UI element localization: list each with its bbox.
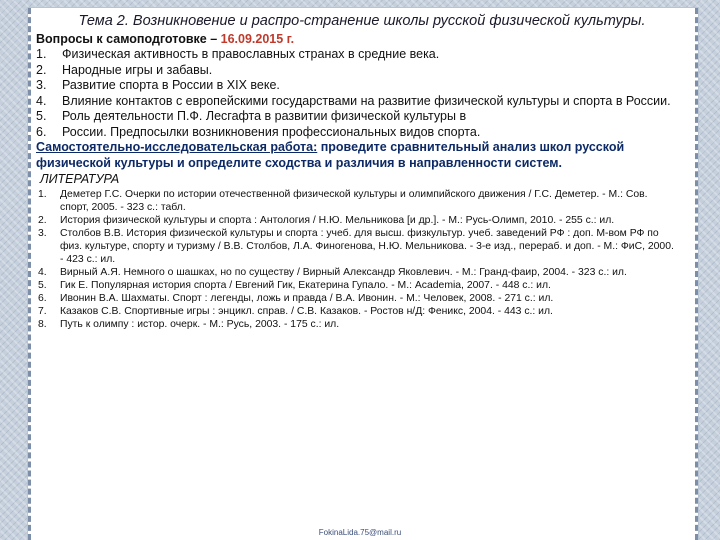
question-text: Народные игры и забавы.: [62, 62, 213, 77]
literature-number: 2.: [38, 215, 47, 226]
literature-list: [36, 188, 688, 331]
question-item: [36, 63, 688, 79]
question-number: 3.: [36, 78, 47, 92]
literature-text: Деметер Г.С. Очерки по истории отечественной физической культуры и олимпийского движения / Г.С. Деметер. - М.: Сов. спорт, 2005. - 323 с.: табл.: [60, 189, 648, 213]
literature-heading: ЛИТЕРАТУРА: [40, 172, 120, 186]
questions-heading: [36, 32, 688, 47]
literature-text: История физической культуры и спорта : Антология / Н.Ю. Мельникова [и др.]. - М.: Русь-Олимп, 2010. - 255 с.: ил.: [60, 215, 615, 226]
question-text: Роль деятельности П.Ф. Лесгафта в развитии физической культуры в: [62, 109, 467, 123]
question-item: [36, 47, 688, 63]
question-number: 4.: [36, 93, 47, 108]
question-text: Развитие спорта в России в XIX веке.: [62, 78, 280, 92]
literature-item: [36, 279, 688, 292]
slide-content: [36, 12, 688, 331]
literature-item: [36, 292, 688, 305]
literature-number: 4.: [38, 267, 47, 278]
question-item: [36, 78, 688, 94]
questions-list: [36, 47, 688, 140]
literature-number: 8.: [38, 319, 47, 330]
literature-number: 3.: [38, 228, 47, 239]
question-text: Физическая активность в православных странах в средние века.: [62, 47, 440, 61]
literature-number: 7.: [38, 306, 47, 317]
question-number: 6.: [36, 124, 47, 139]
question-item: [36, 109, 688, 125]
slide-title: Тема 2. Возникновение и распро-странение школы русской физической культуры.: [78, 13, 646, 29]
literature-item: [36, 266, 688, 279]
literature-text: Путь к олимпу : истор. очерк. - М.: Русь, 2003. - 175 с.: ил.: [60, 319, 340, 330]
research-task-label: Самостоятельно-исследовательская работа:: [36, 140, 318, 154]
literature-number: 5.: [38, 280, 47, 291]
questions-heading-label: Вопросы к самоподготовке –: [36, 32, 218, 46]
question-number: 1.: [36, 47, 47, 61]
footer-email: FokinaLida.75@mail.ru: [318, 528, 402, 537]
literature-text: Гик Е. Популярная история спорта / Евгений Гик, Екатерина Гупало. - М.: Academia, 2007. - 448 с.: ил.: [60, 280, 551, 291]
literature-item: [36, 305, 688, 318]
literature-number: 6.: [38, 293, 47, 304]
literature-item: [36, 188, 688, 214]
literature-item: [36, 318, 688, 331]
literature-item: [36, 214, 688, 227]
literature-text: Ивонин В.А. Шахматы. Спорт : легенды, ложь и правда / В.А. Ивонин. - М.: Человек, 2008. - 271 с.: ил.: [60, 293, 554, 304]
literature-item: [36, 227, 688, 266]
literature-text: Казаков С.В. Спортивные игры : энцикл. справ. / С.В. Казаков. - Ростов н/Д: Феникс, 2004. - 443 с.: ил.: [60, 306, 553, 317]
literature-number: 1.: [38, 189, 47, 200]
research-task: [36, 140, 688, 171]
question-number: 5.: [36, 109, 47, 123]
question-item: [36, 125, 688, 141]
literature-text: Вирный А.Я. Немного о шашках, но по существу / Вирный Александр Яковлевич. - М.: Гранд-фаир, 2004. - 323 с.: ил.: [60, 267, 627, 278]
question-number: 2.: [36, 62, 47, 77]
research-task-text: проведите сравнительный анализ школ русской физической культуры и определите сходства и различия в направленности систем.: [36, 140, 625, 170]
questions-date: 16.09.2015 г.: [220, 32, 295, 46]
question-text: Влияние контактов с европейскими государствами на развитие физической культуры и спорта в России.: [62, 93, 671, 108]
question-text: России. Предпосылки возникновения профессиональных видов спорта.: [62, 124, 481, 139]
question-item: [36, 94, 688, 110]
literature-text: Столбов В.В. История физической культуры и спорта : учеб. для высш. физкультур. учеб. заведений РФ : доп. М-вом РФ по физ. культуре, спорту и туризму / В.В. Столбов, Л.А. Финогенова, Н.Ю. Мельникова. - 3-е изд., перераб. и доп. - М.: ФиС, 2000. - 423 с.: ил.: [60, 228, 674, 265]
